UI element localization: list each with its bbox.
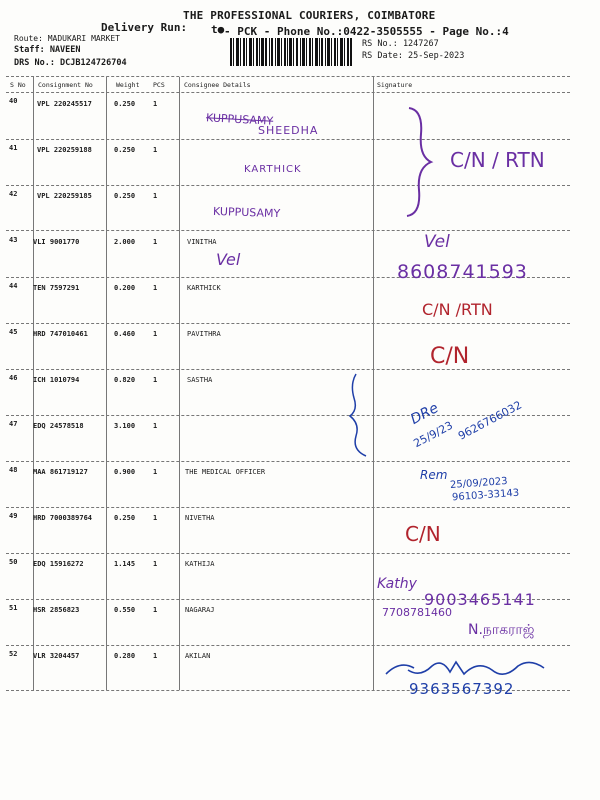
- consignment-cell: TEN 7597291: [33, 284, 80, 292]
- handwritten-phone: 9626766032: [456, 398, 524, 443]
- handwritten-name: KARTHICK: [244, 164, 302, 175]
- sno-cell: 42: [9, 190, 18, 198]
- handwritten-phone: 7708781460: [382, 606, 452, 619]
- consignee-name: NAGARAJ: [185, 606, 215, 614]
- handwritten-phone: 96103-33143: [451, 487, 520, 504]
- consignee-name: KARTHICK: [187, 284, 221, 292]
- drs-number: DRS No.: DCJB124726704: [14, 58, 127, 68]
- rs-date: RS Date: 25-Sep-2023: [362, 51, 465, 61]
- row-separator: [6, 185, 570, 186]
- weight-cell: 0.280: [114, 652, 136, 660]
- weight-cell: 0.820: [114, 376, 136, 384]
- row-separator: [6, 369, 570, 370]
- weight-cell: 0.250: [114, 100, 136, 108]
- consignment-cell: HSR 2856823: [33, 606, 80, 614]
- row-separator: [6, 645, 570, 646]
- col-header-sno: S No: [10, 81, 26, 89]
- consignment-cell: ICH 1010794: [33, 376, 80, 384]
- col-header-signature: Signature: [377, 81, 413, 89]
- cn-mark: C/N: [405, 522, 441, 546]
- weight-cell: 0.250: [114, 514, 136, 522]
- pcs-cell: 1: [153, 284, 158, 292]
- sno-cell: 43: [9, 236, 18, 244]
- pcs-cell: 1: [153, 100, 158, 108]
- consignee-name: VINITHA: [187, 238, 217, 246]
- consignment-cell: EDQ 15916272: [33, 560, 84, 568]
- cn-rtn-mark: C/N /RTN: [422, 300, 493, 319]
- handwritten-phone: 8608741593: [397, 261, 528, 283]
- handwritten-date: 25/9/23: [411, 418, 455, 451]
- sno-cell: 50: [9, 558, 18, 566]
- sno-cell: 52: [9, 650, 18, 658]
- signature-kathija: Kathy: [377, 576, 417, 592]
- row-separator: [6, 139, 570, 140]
- weight-cell: 0.250: [114, 146, 136, 154]
- weight-cell: 0.460: [114, 330, 136, 338]
- delivery-run-label: Delivery Run:: [101, 21, 188, 34]
- pcs-cell: 1: [153, 606, 158, 614]
- weight-cell: 0.550: [114, 606, 136, 614]
- col-header-pcs: PCS: [153, 81, 165, 89]
- consignment-cell: MAA 861719127: [33, 468, 88, 476]
- consignment-cell: VLI 9001770: [33, 238, 80, 246]
- rs-number: RS No.: 1247267: [362, 39, 439, 49]
- route-label: Route: MADUKARI MARKET: [14, 34, 120, 43]
- handwritten-name: SHEEDHA: [258, 124, 319, 137]
- col-header-weight: Weight: [116, 81, 140, 89]
- handwritten-date: 25/09/2023: [449, 476, 508, 491]
- sno-cell: 51: [9, 604, 18, 612]
- sno-cell: 45: [9, 328, 18, 336]
- pcs-cell: 1: [153, 146, 158, 154]
- signature-mark: Vel: [424, 232, 450, 252]
- weight-cell: 0.250: [114, 192, 136, 200]
- consignment-cell: VPL 220245517: [37, 100, 92, 108]
- row-separator: [6, 323, 570, 324]
- pcs-cell: 1: [153, 330, 158, 338]
- consignment-cell: VPL 220259188: [37, 146, 92, 154]
- col-header-consignment: Consignment No: [38, 81, 93, 89]
- sno-cell: 46: [9, 374, 18, 382]
- barcode: [230, 38, 352, 66]
- pcs-cell: 1: [153, 560, 158, 568]
- row-separator: [6, 507, 570, 508]
- rows-brace-mark: [405, 104, 435, 220]
- consignment-cell: HRD 7000389764: [33, 514, 93, 522]
- pcs-cell: 1: [153, 238, 158, 246]
- sno-cell: 41: [9, 144, 18, 152]
- consignment-cell: VLR 3204457: [33, 652, 80, 660]
- pcs-cell: 1: [153, 192, 158, 200]
- pcs-cell: 1: [153, 422, 158, 430]
- pcs-cell: 1: [153, 468, 158, 476]
- consignee-name: AKILAN: [185, 652, 211, 660]
- weight-cell: 1.145: [114, 560, 136, 568]
- cn-mark: C/N: [430, 344, 470, 369]
- handwritten-name: KUPPUSAMY: [205, 111, 274, 128]
- handwritten-phone: 9003465141: [424, 590, 536, 609]
- table-header-rule: [6, 92, 570, 93]
- consignee-name: NIVETHA: [185, 514, 215, 522]
- signature-mark: DRe: [407, 400, 442, 428]
- staff-label: Staff: NAVEEN: [14, 45, 81, 55]
- company-title: THE PROFESSIONAL COURIERS, COIMBATORE: [183, 9, 436, 22]
- sno-cell: 48: [9, 466, 18, 474]
- weight-cell: 3.100: [114, 422, 136, 430]
- consignment-cell: VPL 220259185: [37, 192, 92, 200]
- consignee-name: THE MEDICAL OFFICER: [185, 468, 266, 476]
- pcs-cell: 1: [153, 652, 158, 660]
- row-separator: [6, 461, 570, 462]
- sno-cell: 44: [9, 282, 18, 290]
- sno-cell: 49: [9, 512, 18, 520]
- signature-vinitha: Vel: [216, 250, 241, 269]
- row-separator: [6, 553, 570, 554]
- pcs-cell: 1: [153, 514, 158, 522]
- sno-cell: 47: [9, 420, 18, 428]
- weight-cell: 0.200: [114, 284, 136, 292]
- consignee-name: SASTHA: [187, 376, 213, 384]
- run-code: t●: [211, 23, 225, 36]
- handwritten-name: KUPPUSAMY: [212, 204, 281, 221]
- table-top-rule: [6, 76, 570, 77]
- handwritten-phone: 9363567392: [409, 680, 515, 698]
- pcs-cell: 1: [153, 376, 158, 384]
- handwritten-name-tamil: N.நாகராஜ்: [468, 622, 535, 638]
- signature-mark: Rem: [420, 468, 448, 482]
- consignee-name: KATHIJA: [185, 560, 215, 568]
- rows-brace-mark: [346, 372, 372, 458]
- consignment-cell: HRD 747010461: [33, 330, 88, 338]
- weight-cell: 0.900: [114, 468, 136, 476]
- consignee-name: PAVITHRA: [187, 330, 221, 338]
- row-separator: [6, 230, 570, 231]
- phone-page-line: - PCK - Phone No.:0422-3505555 - Page No.:4: [224, 25, 509, 38]
- cn-rtn-mark: C/N / RTN: [450, 148, 545, 172]
- weight-cell: 2.000: [114, 238, 136, 246]
- col-header-consignee: Consignee Details: [184, 81, 251, 89]
- sno-cell: 40: [9, 97, 18, 105]
- consignment-cell: EDQ 24578518: [33, 422, 84, 430]
